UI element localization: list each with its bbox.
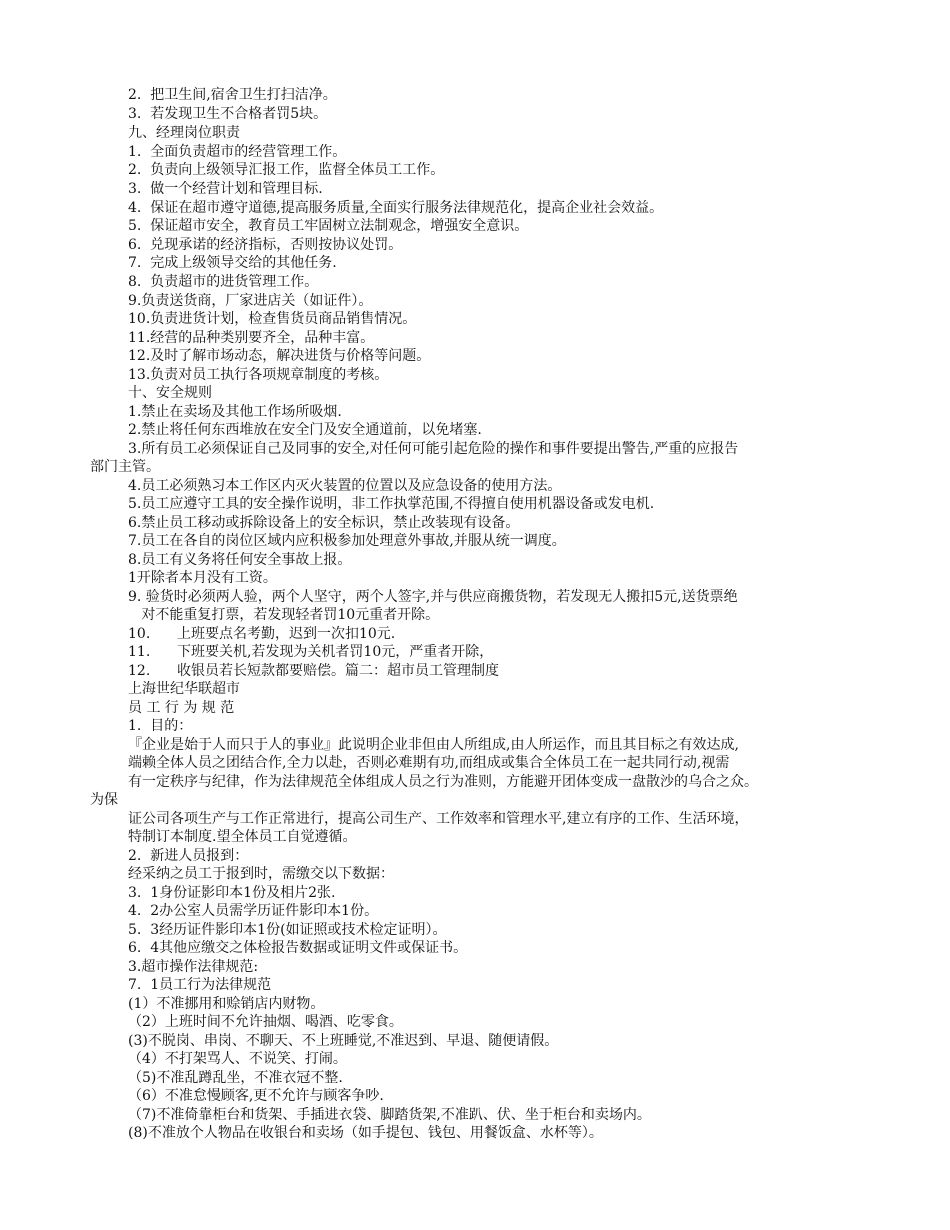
text-line: 3. 做一个经营计划和管理目标. [128,181,323,197]
text-line: （7)不准倚靠柜台和货架、手插进衣袋、脚踏货架,不准趴、伏、坐于柜台和卖场内。 [128,1107,651,1123]
text-line: 有一定秩序与纪律，作为法律规范全体组成人员之行为准则，方能避开团体变成一盘散沙的乌合之众。 [128,774,758,790]
text-line: (3)不脱岗、串岗、不聊天、不上班睡觉,不准迟到、早退、随便请假。 [128,1033,559,1049]
text-line: 3. 若发现卫生不合格者罚5块。 [128,106,328,122]
text-line: 8. 负责超市的进货管理工作。 [128,274,319,290]
text-line: 4. 2办公室人员需学历证件影印本1份。 [128,903,379,919]
text-line: 特制订本制度.望全体员工自觉遵循。 [128,829,357,845]
text-line: 2.禁止将任何东西堆放在安全门及安全通道前，以免堵塞. [128,422,482,438]
text-line: 『企业是始于人而只于人的事业』此说明企业非但由人所组成,由人所运作，而且其目标之有效达成, [128,737,739,753]
text-line: 3. 1身份证影印本1份及相片2张. [128,885,336,901]
text-line: 1开除者本月没有工资。 [128,570,277,586]
text-line: 6. 4其他应缴交之体检报告数据或证明文件或保证书。 [128,940,468,956]
text-line: （2）上班时间不允许抽烟、喝酒、吃零食。 [128,1014,403,1030]
text-line: 9.负责送货商，厂家进店关（如证件）。 [128,293,373,309]
text-line: 7.员工在各自的岗位区域内应积极参加处理意外事故,并服从统一调度。 [128,533,566,549]
text-line: 2. 把卫生间,宿舍卫生打扫洁净。 [128,87,337,103]
text-line: 证公司各项生产与工作正常进行，提高公司生产、工作效率和管理水平,建立有序的工作、生活环境， [128,811,749,827]
text-line: 6.禁止员工移动或拆除设备上的安全标识，禁止改装现有设备。 [128,515,520,531]
section-heading: 九、经理岗位职责 [128,125,240,141]
text-line: 13.负责对员工执行各项规章制度的考核。 [128,367,389,383]
text-line: 端赖全体人员之团结合作,全力以赴，否则必难期有功,而组成或集合全体员工在一起共同行动,视需 [128,755,730,771]
text-line: 部门主管。 [90,459,160,475]
text-line: 1. 目的： [128,718,193,734]
text-line: 10.负责进货计划，检查售货员商品销售情况。 [128,311,417,327]
text-line: 7. 1员工行为法律规范 [128,977,272,993]
text-line: 11. 下班要关机,若发现为关机者罚10元，严重者开除， [128,644,494,660]
text-line: 3.所有员工必须保证自己及同事的安全,对任何可能引起危险的操作和事件要提出警告,严重的应报告 [128,441,739,457]
text-line: 4. 保证在超市遵守道德,提高服务质量,全面实行服务法律规范化，提高企业社会效益。 [128,200,664,216]
text-line: 1. 全面负责超市的经营管理工作。 [128,144,347,160]
text-line: （6）不准怠慢顾客,更不允许与顾客争吵. [128,1088,384,1104]
text-line: 对不能重复打票，若发现轻者罚10元重者开除。 [128,607,440,623]
text-line: 6. 兑现承诺的经济指标，否则按协议处罚。 [128,237,403,253]
text-line: 8.员工有义务将任何安全事故上报。 [128,552,352,568]
text-line: 2. 新进人员报到： [128,848,249,864]
text-line: 5.员工应遵守工具的安全操作说明，非工作执掌范围,不得擅自使用机器设备或发电机. [128,496,655,512]
text-line: 9. 验货时必须两人验，两个人坚守，两个人签字,并与供应商搬货物，若发现无人搬扣5元,送货票绝 [128,589,738,605]
text-line: 3.超市操作法律规范: [128,959,259,975]
text-line: 12.及时了解市场动态，解决进货与价格等问题。 [128,348,431,364]
text-line: 2. 负责向上级领导汇报工作，监督全体员工工作。 [128,162,445,178]
text-line: （4）不打架骂人、不说笑、打闹。 [128,1051,347,1067]
text-line: (1）不准挪用和赊销店内财物。 [128,996,325,1012]
document-title: 员 工 行 为 规 范 [128,700,235,716]
text-line: (8)不准放个人物品在收银台和卖场（如手提包、钱包、用餐饭盒、水杯等）。 [128,1125,603,1141]
text-line: 4.员工必须熟习本工作区内灭火装置的位置以及应急设备的使用方法。 [128,478,562,494]
text-line: 5. 保证超市安全，教育员工牢固树立法制观念，增强安全意识。 [128,218,529,234]
text-line: 7. 完成上级领导交给的其他任务. [128,255,337,271]
text-line: 5. 3经历证件影印本1份(如证照或技术检定证明）。 [128,922,447,938]
text-line: 经采纳之员工于报到时，需缴交以下数据： [128,866,394,882]
text-line: 10. 上班要点名考勤，迟到一次扣10元. [128,626,396,642]
text-line: 12. 收银员若长短款都要赔偿。篇二：超市员工管理制度 [128,663,499,679]
text-line: 1.禁止在卖场及其他工作场所吸烟. [128,404,342,420]
section-heading: 十、安全规则 [128,385,212,401]
text-line: （5)不准乱蹲乱坐，不准衣冠不整. [128,1070,343,1086]
text-line: 为保 [90,792,118,808]
company-name: 上海世纪华联超市 [128,681,240,697]
text-line: 11.经营的品种类别要齐全，品种丰富。 [128,330,375,346]
